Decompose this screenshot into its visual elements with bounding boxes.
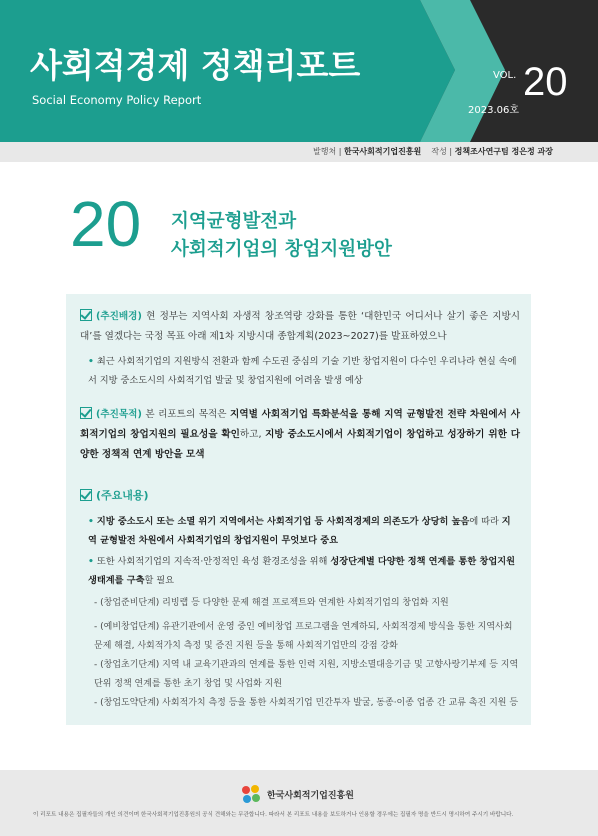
contents-bullet-1-bold-2: 지역 균형발전 차원에서 사회적기업의 창업지원이 무엇보다 중요	[88, 516, 511, 546]
report-title	[171, 208, 392, 264]
contents-bullet-1-bold: 지방 중소도시 또는 소멸 위기 지역에서는 사회적기업 등 사회적경제의 의존도가 상당히 높음	[96, 516, 470, 527]
publisher-label: 발행처	[313, 147, 337, 156]
publisher-name: 한국사회적기업진흥원	[343, 147, 422, 156]
footer	[0, 770, 598, 836]
author-name: 정책조사연구팀 정은정 과장	[454, 147, 553, 156]
purpose-bold-1: 지역별 사회적기업 특화분석을 통해 지역 균형발전 전략 차원에서 사회적기업의 창업지원의 필요성을 확인	[80, 409, 520, 440]
background-heading: (추진배경)	[96, 311, 142, 322]
contents-bullet-1-mid: 에 따라	[469, 516, 502, 527]
report-number: 20	[70, 188, 142, 260]
background-bullet: • 최근 사회적기업의 지원방식 전환과 함께 수도권 중심의 기술 기반 창업지원이 다수인 우리나라 현실 속에서 지방 중소도시의 사회적기업 발굴 및 창업지원에 어려움 발생 예상	[88, 356, 517, 386]
contents-bullet-2-text: 또한 사회적기업의 지속적·안정적인 육성 환경조성을 위해	[96, 556, 331, 567]
contents-heading: (주요내용)	[96, 489, 149, 502]
issue-date: 2023.06호	[468, 105, 520, 116]
org-logo-icon	[240, 783, 262, 805]
background-bullet-text: 최근 사회적기업의 지원방식 전환과 함께 수도권 중심의 기술 기반 창업지원이 다수인 우리나라 현실 속에서 지방 중소도시의 사회적기업 발굴 및 창업지원에 어려움 발생 예상	[88, 356, 517, 386]
checkbox-icon	[80, 309, 92, 321]
purpose-heading: (추진목적)	[96, 409, 142, 420]
purpose-text-2: 하고,	[239, 429, 266, 440]
publication-bar	[0, 142, 598, 162]
footer-org-name: 한국사회적기업진흥원	[267, 791, 354, 801]
purpose-text-1: 본 리포트의 목적은	[141, 409, 231, 420]
report-series-subtitle: Social Economy Policy Report	[32, 93, 202, 107]
contents-dash-2: - (예비창업단계) 유관기관에서 운영 중인 예비창업 프로그램을 연계하되, 사회적경제 방식을 통한 지역사회 문제 해결, 사회적가치 측정 및 증진 지원 등을 통해 사회적기업만의 강점 강화	[94, 622, 513, 651]
contents-dash-3: - (창업초기단계) 지역 내 교육기관과의 연계를 통한 인력 지원, 지방소멸대응기금 및 고향사랑기부제 등 지역단위 정책 연계를 통한 초기 창업 및 사업화 지원	[94, 660, 519, 689]
contents-dash-1: - (창업준비단계) 리빙랩 등 다양한 문제 해결 프로젝트와 연계한 사회적기업의 창업화 지원	[94, 598, 449, 608]
checkbox-icon	[80, 407, 92, 419]
report-title-line1: 지역균형발전과	[171, 211, 297, 232]
report-header	[0, 0, 598, 142]
background-paragraph	[80, 307, 520, 347]
contents-heading-row	[80, 487, 149, 503]
contents-bullet-1: • 지방 중소도시 또는 소멸 위기 지역에서는 사회적기업 등 사회적경제의 의존도가 상당히 높음에 따라 지역 균형발전 차원에서 사회적기업의 창업지원이 무엇보다 중요	[88, 516, 511, 546]
author-label: 작성	[431, 147, 447, 156]
contents-bullet-2-end: 할 필요	[144, 575, 174, 586]
background-text: 현 정부는 지역사회 자생적 창조역량 강화를 통한 ‘대한민국 어디서나 살기 좋은 지방시대’를 열겠다는 국정 목표 아래 제1차 지방시대 종합계획(2023~2027)를 발표하였으나	[80, 311, 520, 342]
footer-disclaimer: 이 리포트 내용은 집필자들의 개인 의견이며 한국사회적기업진흥원의 공식 견해와는 무관합니다. 따라서 본 리포트 내용을 보도하거나 인용할 경우에는 집필자 명을 반드시 명시하여 주시기 바랍니다.	[33, 812, 514, 818]
purpose-bold-2: 지방 중소도시에서 사회적기업이 창업하고 성장하기 위한 다양한 정책적 연계 방안을 모색	[80, 429, 520, 460]
report-title-line2: 사회적기업의 창업지원방안	[171, 239, 392, 260]
volume-label: VOL.	[493, 70, 517, 81]
contents-bullet-2-bold: 성장단계별 다양한 정책 연계를 통한 창업지원 생태계를 구축	[88, 556, 515, 586]
purpose-paragraph	[80, 405, 520, 465]
contents-dash-4: - (창업도약단계) 사회적가치 측정 등을 통한 사회적기업 민간투자 발굴, 동종·이종 업종 간 교류 촉진 지원 등	[94, 698, 519, 708]
checkbox-icon	[80, 489, 92, 501]
report-series-title: 사회적경제 정책리포트	[30, 46, 361, 85]
contents-bullet-2: • 또한 사회적기업의 지속적·안정적인 육성 환경조성을 위해 성장단계별 다양한 정책 연계를 통한 창업지원 생태계를 구축할 필요	[88, 556, 515, 586]
volume-number: 20	[523, 60, 568, 104]
publication-info: 발행처 | 한국사회적기업진흥원 작성 | 정책조사연구팀 정은정 과장	[313, 147, 553, 156]
